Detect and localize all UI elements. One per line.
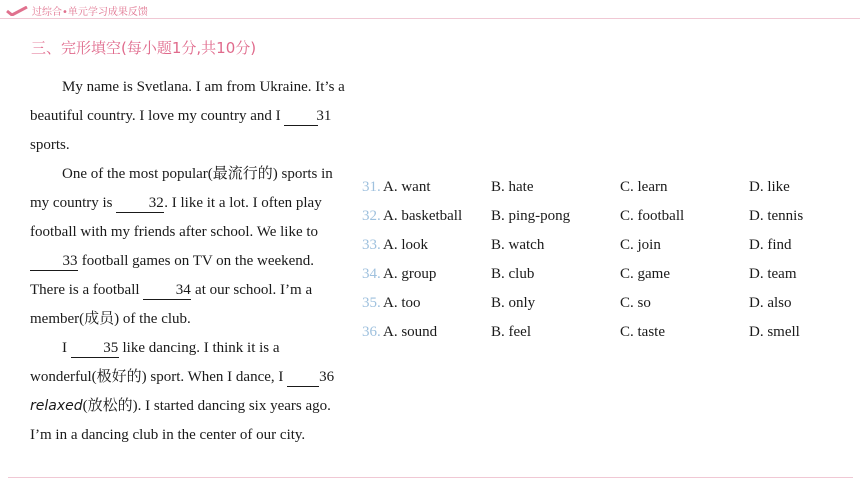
option-d: D. also bbox=[749, 295, 792, 311]
options-table bbox=[362, 173, 829, 347]
option-row-35 bbox=[362, 289, 829, 318]
option-c: C. game bbox=[620, 266, 670, 282]
option-d: D. like bbox=[749, 179, 790, 195]
option-d: D. tennis bbox=[749, 208, 804, 224]
option-b: B. hate bbox=[491, 179, 534, 195]
question-number: 36. bbox=[362, 324, 381, 340]
header-tag-text: 过综合•单元学习成果反馈 bbox=[32, 7, 148, 18]
question-number: 34. bbox=[362, 266, 381, 282]
option-row-34 bbox=[362, 260, 829, 289]
question-number: 31. bbox=[362, 179, 381, 195]
blank-36: 36 bbox=[287, 368, 319, 387]
passage-paragraph-3: I 35 like dancing. I think it is a wonderful(极好的) sport. When I dance, I 36 relaxed(放松的). I started dancing six years ago. I’m in a dancing club in the center of our city. bbox=[30, 340, 335, 443]
blank-34: 34 bbox=[143, 281, 191, 300]
option-a: A. want bbox=[383, 179, 431, 195]
option-a: A. sound bbox=[383, 324, 438, 340]
check-swoosh-icon bbox=[6, 6, 28, 16]
option-c: C. so bbox=[620, 295, 651, 311]
option-a: A. too bbox=[383, 295, 421, 311]
option-a: A. group bbox=[383, 266, 437, 282]
blank-35: 35 bbox=[71, 339, 119, 358]
footer-divider bbox=[8, 477, 853, 478]
option-row-32 bbox=[362, 202, 829, 231]
blank-33: 33 bbox=[30, 252, 78, 271]
option-b: B. watch bbox=[491, 237, 545, 253]
question-number: 33. bbox=[362, 237, 381, 253]
option-c: C. learn bbox=[620, 179, 668, 195]
option-b: B. club bbox=[491, 266, 535, 282]
handwritten-answer: relaxed bbox=[30, 398, 83, 414]
option-d: D. team bbox=[749, 266, 797, 282]
option-row-31 bbox=[362, 173, 829, 202]
option-c: C. taste bbox=[620, 324, 665, 340]
blank-31: 31 bbox=[284, 107, 318, 126]
option-a: A. basketball bbox=[383, 208, 463, 224]
option-c: C. football bbox=[620, 208, 685, 224]
option-row-33 bbox=[362, 231, 829, 260]
blank-32: 32 bbox=[116, 194, 164, 213]
section-title: 三、完形填空(每小题1分,共10分) bbox=[31, 39, 257, 57]
cloze-passage bbox=[30, 73, 348, 450]
option-row-36 bbox=[362, 318, 829, 347]
header-tag bbox=[6, 3, 148, 18]
option-d: D. smell bbox=[749, 324, 800, 340]
option-d: D. find bbox=[749, 237, 792, 253]
option-b: B. ping-pong bbox=[491, 208, 571, 224]
option-a: A. look bbox=[383, 237, 428, 253]
question-number: 35. bbox=[362, 295, 381, 311]
passage-paragraph-1: My name is Svetlana. I am from Ukraine. It’s a beautiful country. I love my country and I 31 sports. bbox=[30, 79, 345, 153]
passage-paragraph-2: One of the most popular(最流行的) sports in my country is 32. I like it a lot. I often play football with my friends after school. We like to 33 football games on TV on the weekend. There is a football 34 at our school. I’m a member(成员) of the club. bbox=[30, 166, 333, 327]
header-divider bbox=[0, 18, 860, 19]
question-number: 32. bbox=[362, 208, 381, 224]
option-c: C. join bbox=[620, 237, 661, 253]
option-b: B. feel bbox=[491, 324, 531, 340]
option-b: B. only bbox=[491, 295, 536, 311]
